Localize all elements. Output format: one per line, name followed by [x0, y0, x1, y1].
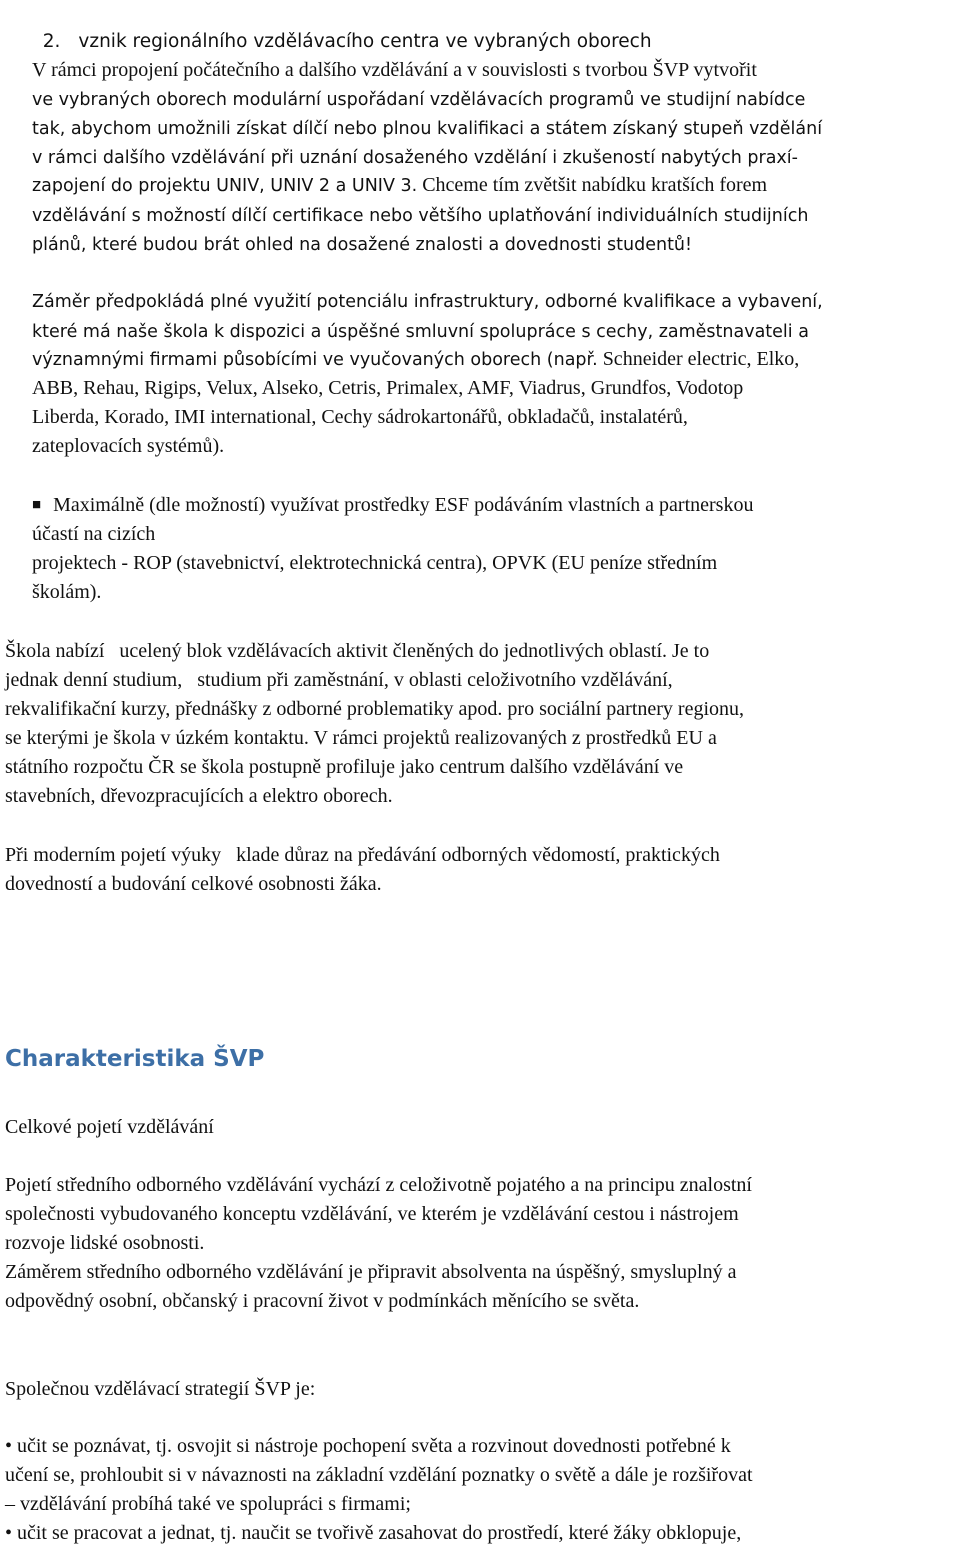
text-line: dovedností a budování celkové osobnosti žáka.	[5, 873, 382, 895]
text-line: rekvalifikační kurzy, přednášky z odborné problematiky apod. pro sociální partnery regionu,	[5, 698, 745, 720]
text-line: V rámci propojení počátečního a dalšího vzdělávání a v souvislosti s tvorbou ŠVP vytvořit	[32, 59, 757, 81]
text-line: vzdělávání s možností dílčí certifikace nebo většího uplatňování individuálních studijních	[32, 206, 809, 226]
list-item-text: vznik regionálního vzdělávacího centra ve vybraných oborech	[78, 31, 652, 52]
text-segment: Schneider electric, Elko,	[597, 348, 800, 370]
strategy-intro: Společnou vzdělávací strategií ŠVP je:	[5, 1378, 316, 1400]
text-line: Liberda, Korado, IMI international, Cechy sádrokartonářů, obkladačů, instalatérů,	[32, 406, 688, 428]
text-line: které má naše škola k dispozici a úspěšné smluvní spolupráce s cechy, zaměstnavateli a	[32, 322, 809, 342]
text-line: v rámci dalšího vzdělávání při uznání dosaženého vzdělání i zkušeností nabytých praxí-	[32, 148, 798, 168]
text-line: jednak denní studium, studium při zaměstnání, v oblasti celoživotního vzdělávání,	[5, 669, 673, 691]
text-line-mixed	[32, 171, 767, 201]
list-item: – vzdělávání probíhá také ve spolupráci s firmami;	[5, 1493, 411, 1515]
text-line: ABB, Rehau, Rigips, Velux, Alseko, Cetris, Primalex, AMF, Viadrus, Grundfos, Vodotop	[32, 377, 744, 399]
text-line-mixed	[32, 345, 799, 375]
text-segment: zapojení do projektu UNIV, UNIV 2 a UNIV 3.	[32, 176, 418, 196]
list-item: učení se, prohloubit si v návaznosti na základní vzdělání poznatky o světě a dále je rozšiřovat	[5, 1464, 753, 1486]
text-line: ve vybraných oborech modulární uspořádaní vzdělávacích programů ve studijní nabídce	[32, 90, 806, 110]
text-line: Škola nabízí ucelený blok vzdělávacích aktivit členěných do jednotlivých oblastí. Je to	[5, 640, 710, 662]
text-line: zateplovacích systémů).	[32, 435, 225, 457]
text-line: Pojetí středního odborného vzdělávání vychází z celoživotně pojatého a na principu znalostní	[5, 1174, 752, 1196]
text-line: společnosti vybudovaného konceptu vzdělávání, ve kterém je vzdělávání cestou i nástrojem	[5, 1203, 739, 1225]
list-number: 2.	[42, 31, 61, 52]
text-line: se kterými je škola v úzkém kontaktu. V rámci projektů realizovaných z prostředků EU a	[5, 727, 717, 749]
text-line: Záměr předpokládá plné využití potenciálu infrastruktury, odborné kvalifikace a vybavení,	[32, 292, 823, 312]
text-line: Při moderním pojetí výuky klade důraz na předávání odborných vědomostí, praktických	[5, 844, 720, 866]
text-line: školám).	[32, 581, 102, 603]
text-segment: významnými firmami působícími ve vyučovaných oborech (např.	[32, 350, 598, 370]
text-segment: Chceme tím zvětšit nabídku kratších forem	[417, 174, 768, 196]
text-line: odpovědný osobní, občanský i pracovní život v podmínkách měnícího se světa.	[5, 1290, 640, 1312]
list-item-2	[31, 0, 652, 56]
text-line: účastí na cizích	[32, 523, 156, 545]
subheading: Celkové pojetí vzdělávání	[5, 1116, 214, 1138]
text-line: plánů, které budou brát ohled na dosažené znalosti a dovednosti studentů!	[32, 235, 693, 255]
section-heading: Charakteristika ŠVP	[5, 1046, 265, 1072]
text-line: rozvoje lidské osobnosti.	[5, 1232, 205, 1254]
text-line: stavebních, dřevozpracujících a elektro oborech.	[5, 785, 393, 807]
text-line: státního rozpočtu ČR se škola postupně profiluje jako centrum dalšího vzdělávání ve	[5, 756, 684, 778]
list-item: • učit se poznávat, tj. osvojit si nástroje pochopení světa a rozvinout dovednosti potřebné k	[5, 1435, 731, 1457]
text-line: projektech - ROP (stavebnictví, elektrotechnická centra), OPVK (EU peníze středním	[32, 552, 718, 574]
text-line-with-marker	[32, 491, 753, 522]
text-line: tak, abychom umožnili získat dílčí nebo plnou kvalifikaci a státem získaný stupeň vzdělání	[32, 119, 823, 139]
square-bullet-icon: ■	[32, 497, 42, 513]
text-line: Záměrem středního odborného vzdělávání je připravit absolventa na úspěšný, smysluplný a	[5, 1261, 737, 1283]
text-segment: Maximálně (dle možností) využívat prostředky ESF podáváním vlastních a partnerskou	[53, 494, 754, 516]
list-item: • učit se pracovat a jednat, tj. naučit se tvořivě zasahovat do prostředí, které žáky obklopuje,	[5, 1522, 742, 1544]
